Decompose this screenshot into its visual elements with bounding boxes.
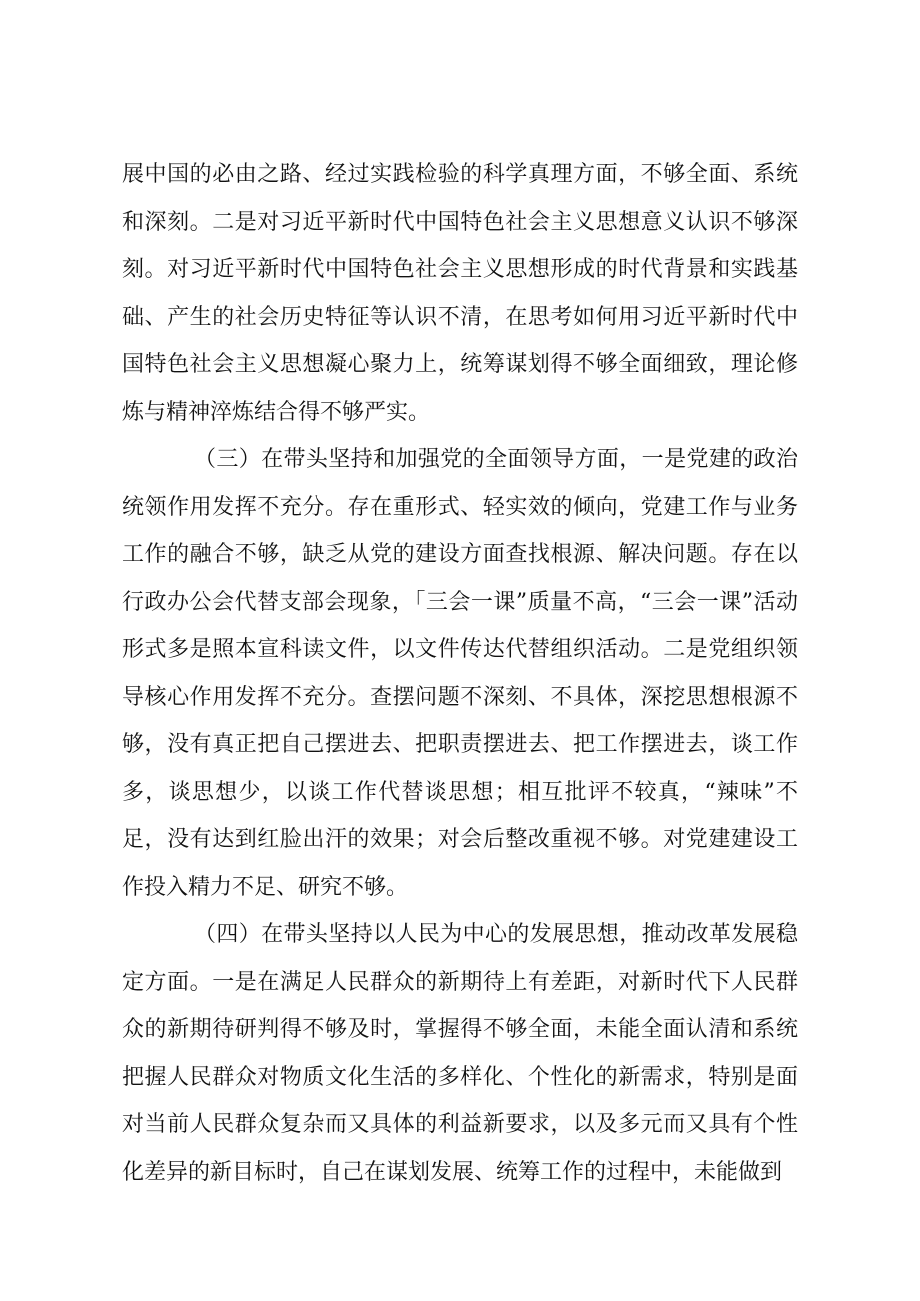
document-body (122, 151, 798, 1196)
paragraph-continued: 展中国的必由之路、经过实践检验的科学真理方面，不够全面、系统和深刻。二是对习近平新时代中国特色社会主义思想意义认识不够深刻。对习近平新时代中国特色社会主义思想形成的时代背景和实践基础、产生的社会历史特征等认识不清，在思考如何用习近平新时代中国特色社会主义思想凝心聚力上，统筹谋划得不够全面细致，理论修炼与精神淬炼结合得不够严实。 (122, 162, 798, 425)
paragraph-section-four: （四）在带头坚持以人民为中心的发展思想，推动改革发展稳定方面。一是在满足人民群众的新期待上有差距，对新时代下人民群众的新期待研判得不够及时，掌握得不够全面，未能全面认清和系统把握人民群众对物质文化生活的多样化、个性化的新需求，特别是面对当前人民群众复杂而又具体的利益新要求，以及多元而又具有个性化差异的新目标时，自己在谋划发展、统筹工作的过程中，未能做到 (122, 922, 798, 1185)
paragraph-section-three: （三）在带头坚持和加强党的全面领导方面，一是党建的政治统领作用发挥不充分。存在重形式、轻实效的倾向，党建工作与业务工作的融合不够，缺乏从党的建设方面查找根源、解决问题。存在以行政办公会代替支部会现象，「三会一课”质量不高，“三会一课”活动形式多是照本宣科读文件，以文件传达代替组织活动。二是党组织领导核心作用发挥不充分。查摆问题不深刻、不具体，深挖思想根源不够，没有真正把自己摆进去、把职责摆进去、把工作摆进去，谈工作多，谈思想少，以谈工作代替谈思想；相互批评不较真，“辣味”不足，没有达到红脸出汗的效果；对会后整改重视不够。对党建建设工作投入精力不足、研究不够。 (122, 447, 798, 900)
